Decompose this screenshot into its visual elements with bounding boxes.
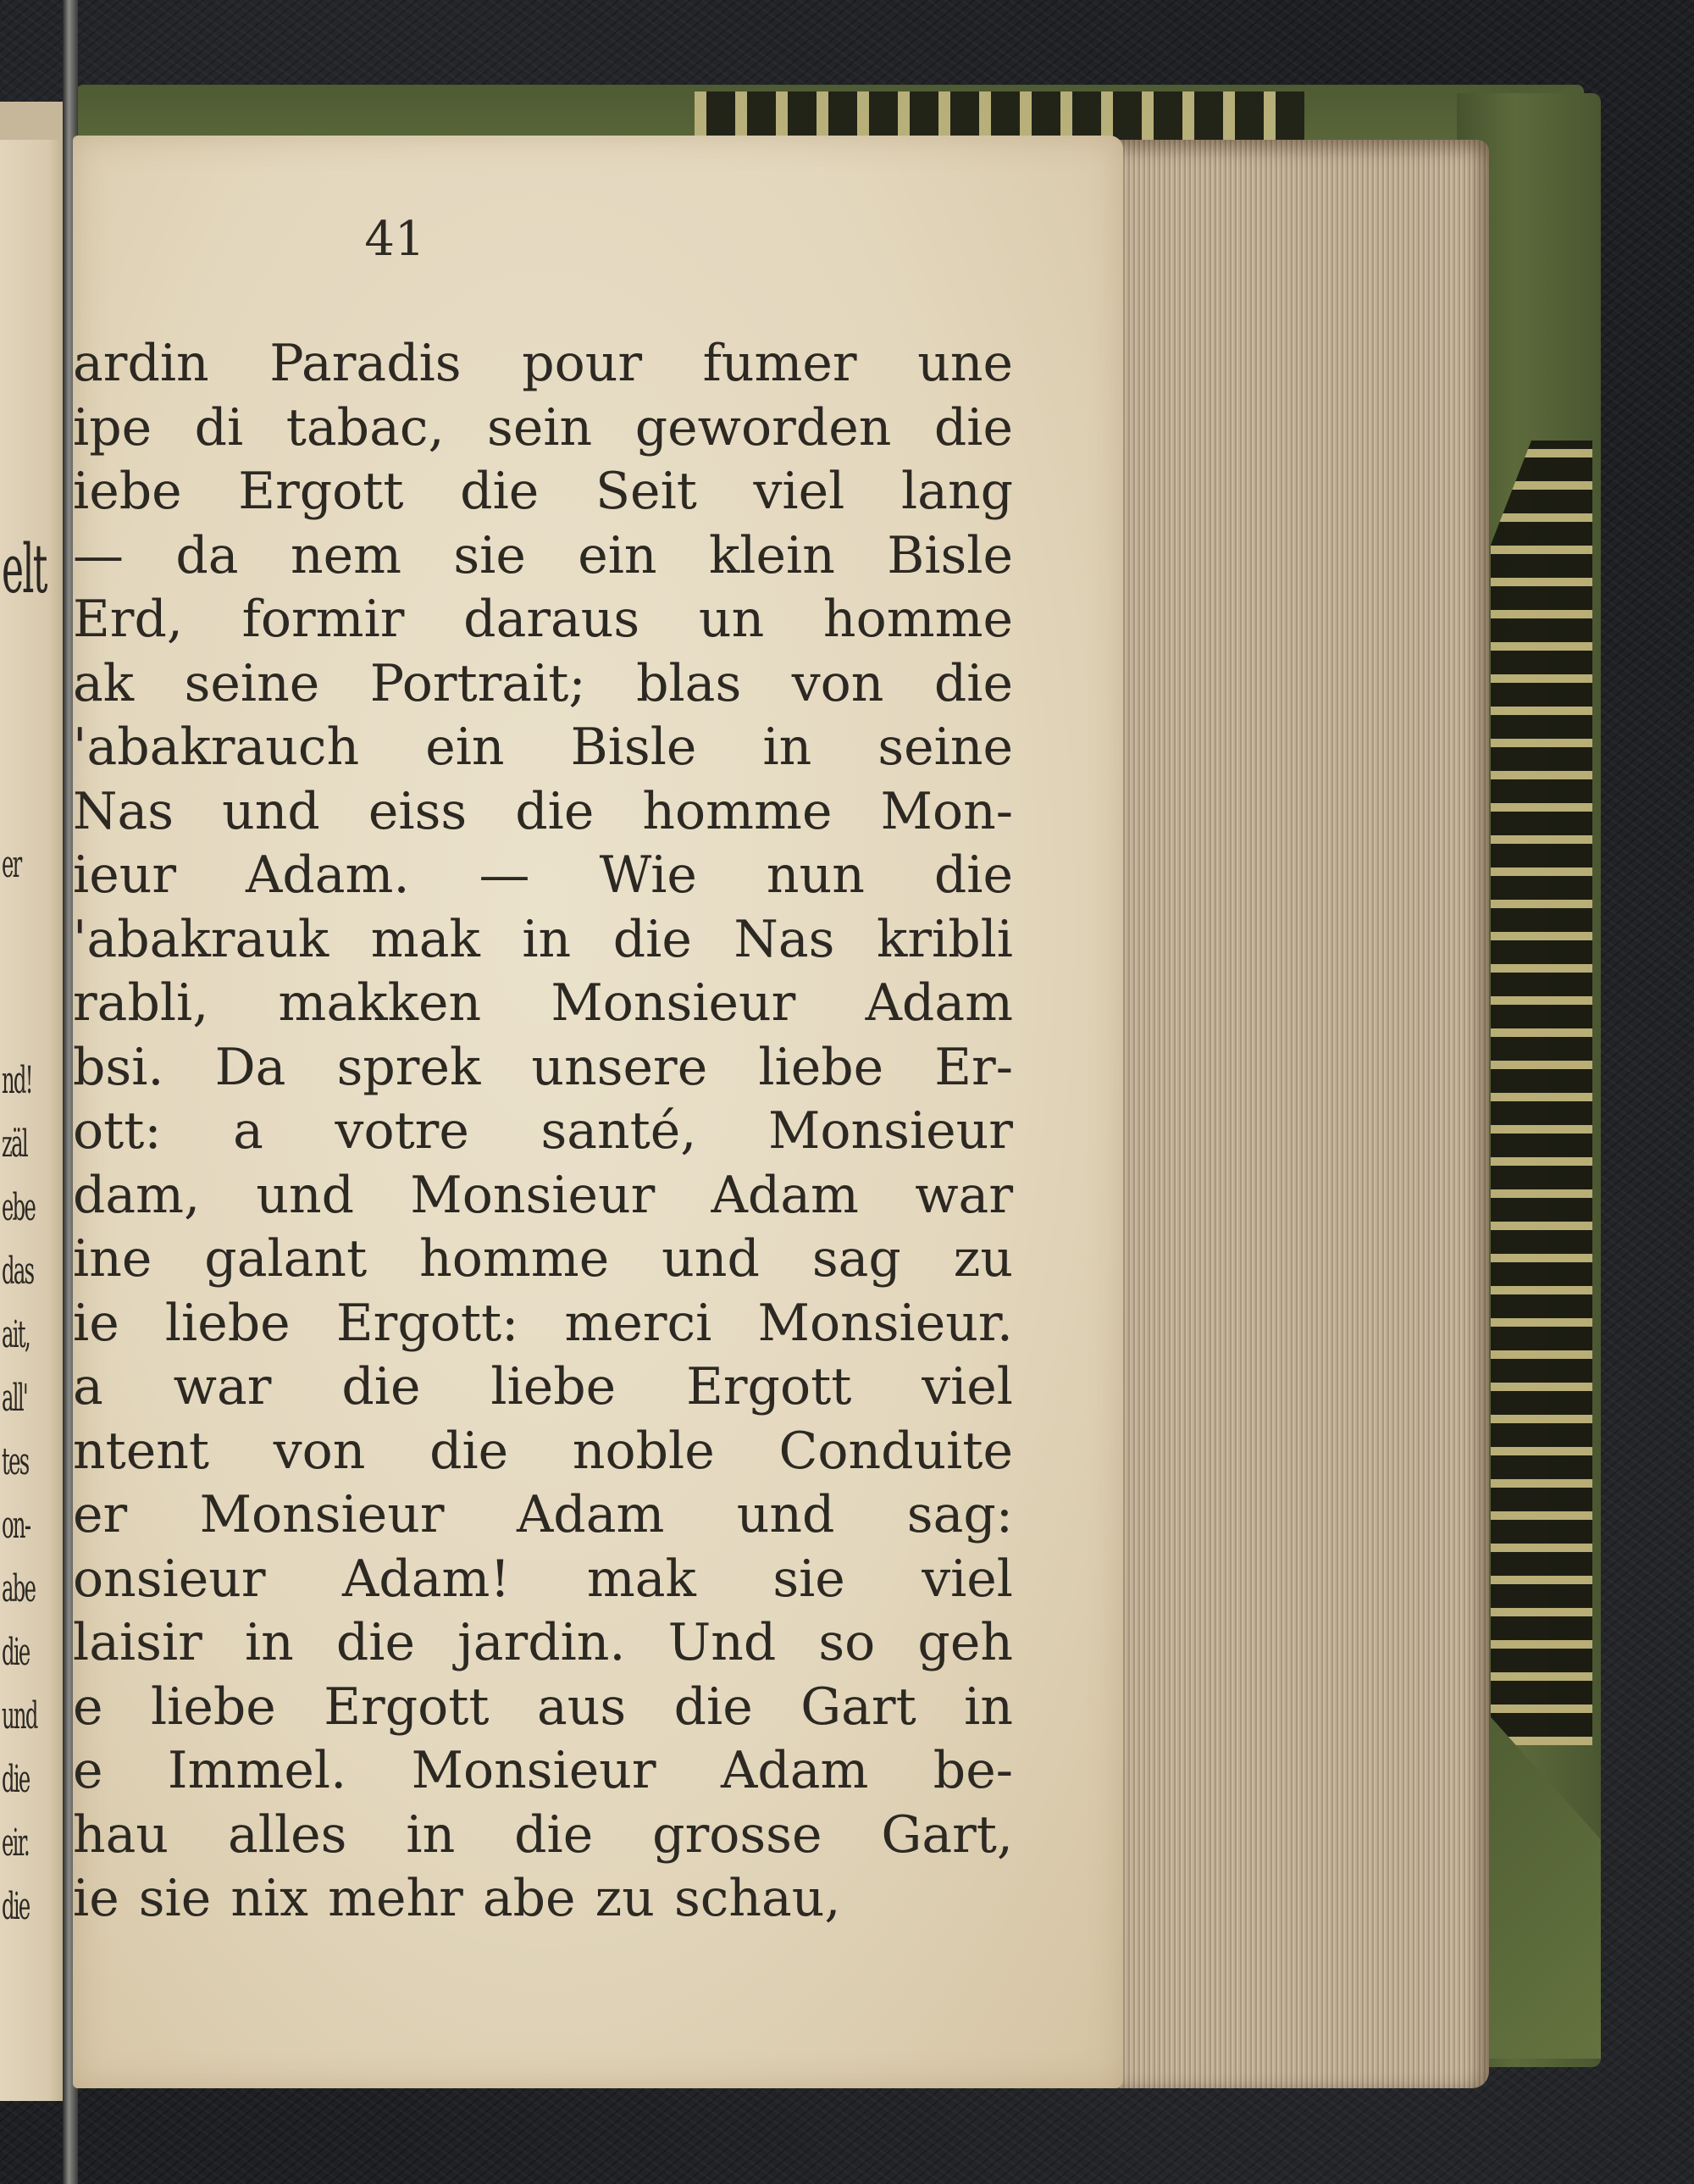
text-line: ntent von die noble Conduite: [73, 1421, 1013, 1481]
text-line: hau alles in die grosse Gart,: [73, 1804, 1013, 1865]
text-line: rabli, makken Monsieur Adam: [73, 973, 1013, 1033]
text-line: ie liebe Ergott: merci Monsieur.: [73, 1293, 1013, 1353]
text-line: onsieur Adam! mak sie viel: [73, 1549, 1013, 1609]
text-line: laisir in die jardin. Und so geh: [73, 1613, 1013, 1672]
text-line: Erd, formir daraus un homme: [73, 590, 1013, 649]
text-line: 'abakrauch ein Bisle in seine: [73, 718, 1013, 777]
text-line: 'abakrauk mak in die Nas kribli: [73, 909, 1013, 969]
text-line: iebe Ergott die Seit viel lang: [73, 462, 1013, 521]
left-page-fragment: zäl: [2, 1122, 27, 1166]
left-page-fragment: ebe: [2, 1186, 36, 1229]
page-text: [73, 332, 1013, 1932]
text-line: bsi. Da sprek unsere liebe Er-: [73, 1037, 1013, 1097]
left-page-strip: [0, 140, 69, 2101]
text-line: ie sie nix mehr abe zu schau,: [73, 1869, 841, 1928]
left-page-fragment: elt: [2, 529, 47, 608]
left-page-fragment: er: [2, 843, 21, 886]
left-page-fragment: eir.: [2, 1821, 30, 1865]
left-page-fragment: ait,: [2, 1313, 30, 1356]
left-page-fragment: tes: [2, 1440, 29, 1483]
text-line: e Immel. Monsieur Adam be-: [73, 1741, 1013, 1800]
text-line: ine galant homme und sag zu: [73, 1229, 1013, 1289]
left-page-fragment: abe: [2, 1567, 36, 1610]
page-block-edge: [1116, 140, 1489, 2088]
left-page-fragment: on-: [2, 1504, 30, 1547]
text-line: er Monsieur Adam und sag:: [73, 1485, 1013, 1544]
text-line: ieur Adam. — Wie nun die: [73, 845, 1013, 905]
page-number: 41: [364, 212, 425, 267]
left-page-fragment: das: [2, 1250, 34, 1293]
left-page-fragment: die: [2, 1631, 30, 1674]
text-line: ipe di tabac, sein geworden die: [73, 397, 1013, 457]
book-page: [73, 136, 1123, 2088]
text-line: e liebe Ergott aus die Gart in: [73, 1677, 1013, 1737]
left-page-fragment: all': [2, 1377, 27, 1420]
marbled-endpaper: [1491, 441, 1592, 1745]
left-page-fragment: nd!: [2, 1059, 32, 1102]
left-page-fragment: die: [2, 1758, 30, 1801]
left-page-fragment: und: [2, 1694, 37, 1738]
text-line: — da nem sie ein klein Bisle: [73, 525, 1013, 585]
text-line: dam, und Monsieur Adam war: [73, 1165, 1013, 1225]
text-line: ardin Paradis pour fumer une: [73, 334, 1013, 393]
text-line: Nas und eiss die homme Mon-: [73, 781, 1013, 841]
text-line: ak seine Portrait; blas von die: [73, 653, 1013, 713]
text-line: ott: a votre santé, Monsieur: [73, 1101, 1013, 1161]
text-line: a war die liebe Ergott viel: [73, 1357, 1013, 1416]
left-page-fragment: die: [2, 1885, 30, 1928]
marbled-endpaper-top: [695, 91, 1304, 142]
